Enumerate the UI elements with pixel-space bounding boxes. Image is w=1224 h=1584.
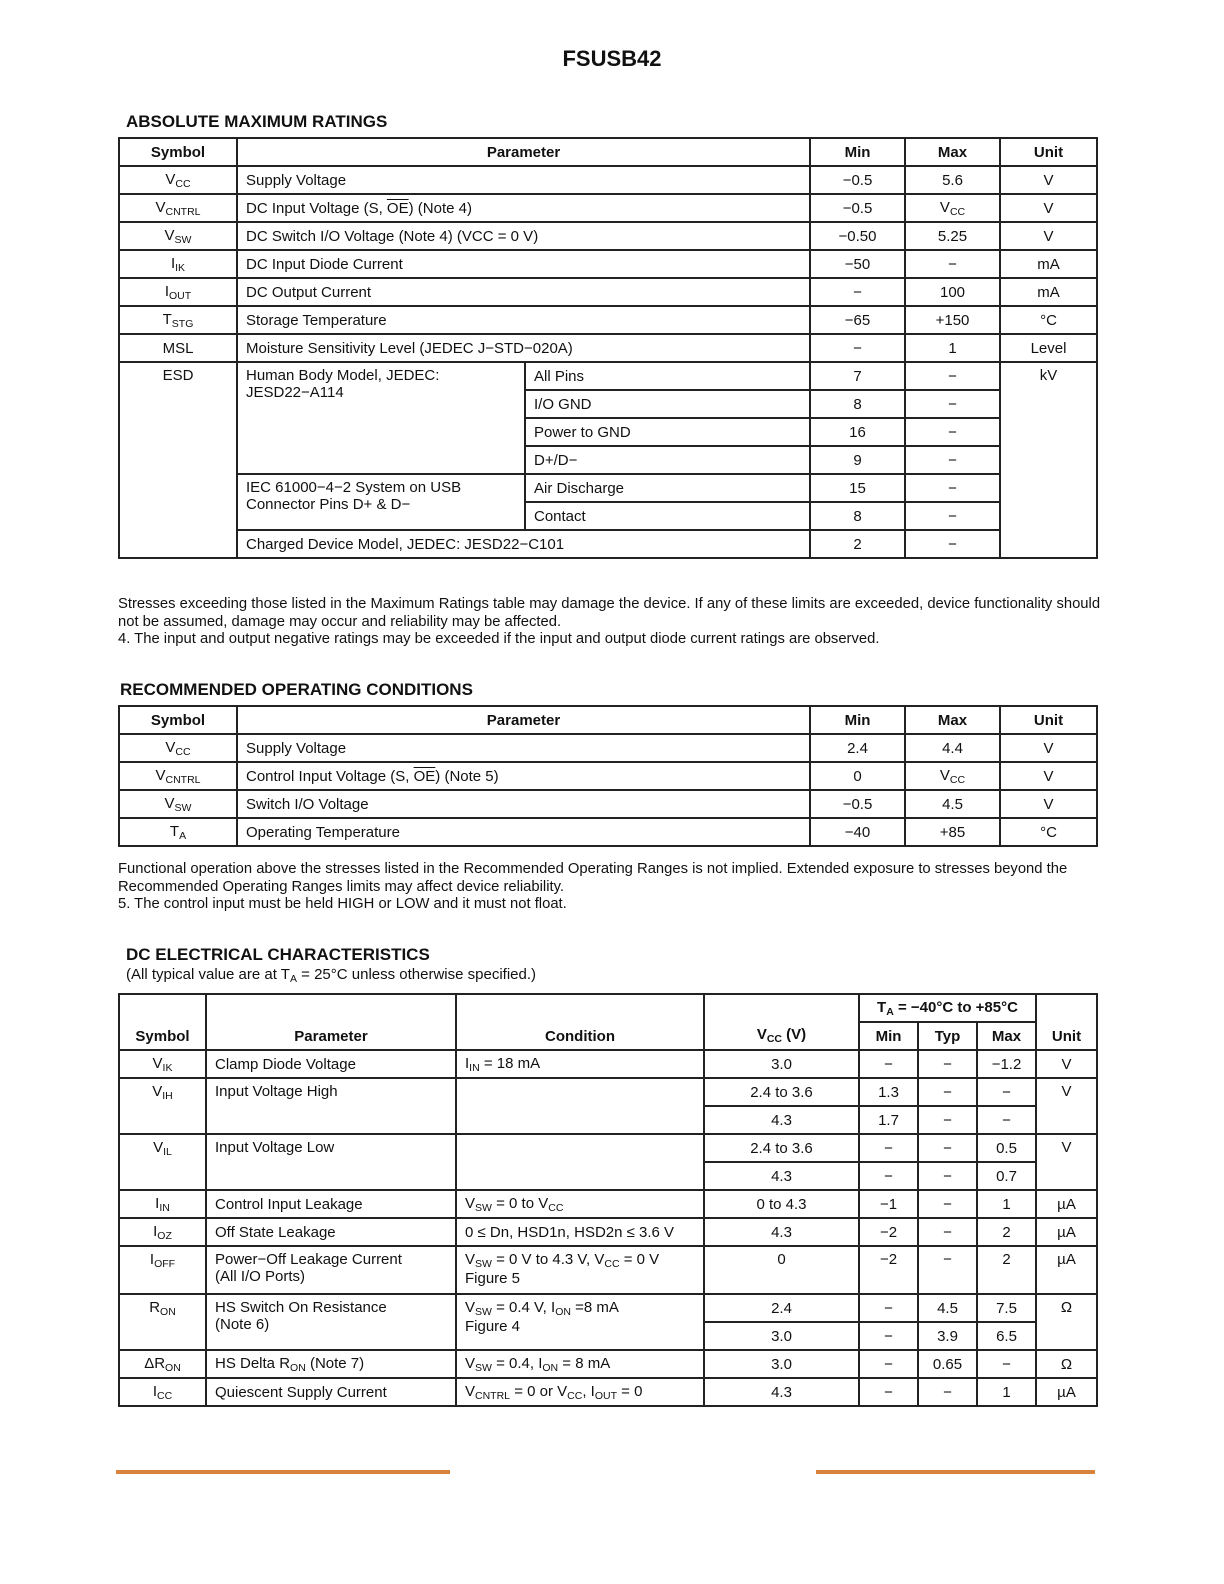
condition-cell: $V_{CNTRL} = 0$ or $V_{CC}$, $I_{OUT} = 0$ bbox=[456, 1378, 704, 1406]
max-cell: 1 bbox=[977, 1190, 1036, 1218]
max-cell: − bbox=[905, 530, 1000, 558]
min-cell: −0.50 bbox=[810, 222, 905, 250]
typ-cell: − bbox=[918, 1134, 977, 1162]
roc-hdr-symbol: Symbol bbox=[119, 706, 237, 734]
max-cell: − bbox=[905, 446, 1000, 474]
parameter-cell: DC Input Voltage (S, $\overline{OE}$) (Note 4) bbox=[237, 194, 810, 222]
amr-hdr-parameter: Parameter bbox=[237, 138, 810, 166]
unit-cell: mA bbox=[1000, 250, 1097, 278]
vcc-cell: 3.0 bbox=[704, 1322, 859, 1350]
unit-cell: µA bbox=[1036, 1190, 1097, 1218]
amr-notes bbox=[118, 596, 1108, 649]
symbol-cell: $I_{CC}$ bbox=[119, 1378, 206, 1406]
dc-hdr-temp-range: $T_A = -40^\circ C$ to +85°C bbox=[859, 994, 1036, 1022]
table-row bbox=[119, 530, 1097, 558]
unit-cell: V bbox=[1000, 734, 1097, 762]
symbol-cell: MSL bbox=[119, 334, 237, 362]
max-cell: 5.6 bbox=[905, 166, 1000, 194]
roc-hdr-max: Max bbox=[905, 706, 1000, 734]
condition-cell: I/O GND bbox=[525, 390, 810, 418]
roc-heading: RECOMMENDED OPERATING CONDITIONS bbox=[120, 680, 473, 699]
condition-cell bbox=[456, 1134, 704, 1190]
parameter-cell: Power−Off Leakage Current (All I/O Ports) bbox=[206, 1246, 456, 1294]
min-cell: 7 bbox=[810, 362, 905, 390]
vcc-cell: 4.3 bbox=[704, 1162, 859, 1190]
unit-cell: Level bbox=[1000, 334, 1097, 362]
max-cell: 6.5 bbox=[977, 1322, 1036, 1350]
vcc-cell: 2.4 to 3.6 bbox=[704, 1078, 859, 1106]
unit-cell: Ω bbox=[1036, 1294, 1097, 1350]
min-cell: −50 bbox=[810, 250, 905, 278]
dc-hdr-symbol: Symbol bbox=[119, 994, 206, 1050]
max-cell: − bbox=[977, 1078, 1036, 1106]
table-row bbox=[119, 334, 1097, 362]
typ-cell: − bbox=[918, 1050, 977, 1078]
condition-cell: Air Discharge bbox=[525, 474, 810, 502]
max-cell: +85 bbox=[905, 818, 1000, 846]
max-cell: − bbox=[905, 250, 1000, 278]
vcc-cell: 2.4 to 3.6 bbox=[704, 1134, 859, 1162]
min-cell: −1 bbox=[859, 1190, 918, 1218]
roc-header-row bbox=[119, 706, 1097, 734]
page-title: FSUSB42 bbox=[562, 46, 662, 71]
parameter-cell: HS Delta $R_{ON}$ (Note 7) bbox=[206, 1350, 456, 1378]
amr-hdr-min: Min bbox=[810, 138, 905, 166]
unit-cell: °C bbox=[1000, 306, 1097, 334]
dc-hdr-parameter: Parameter bbox=[206, 994, 456, 1050]
parameter-cell: DC Output Current bbox=[237, 278, 810, 306]
roc-hdr-min: Min bbox=[810, 706, 905, 734]
max-cell: − bbox=[977, 1350, 1036, 1378]
table-row bbox=[119, 818, 1097, 846]
parameter-cell: Input Voltage Low bbox=[206, 1134, 456, 1190]
unit-cell: V bbox=[1000, 222, 1097, 250]
condition-cell: Power to GND bbox=[525, 418, 810, 446]
min-cell: − bbox=[810, 278, 905, 306]
typ-cell: − bbox=[918, 1218, 977, 1246]
table-row bbox=[119, 362, 1097, 390]
dc-heading: DC ELECTRICAL CHARACTERISTICS bbox=[126, 945, 430, 964]
amr-hdr-symbol: Symbol bbox=[119, 138, 237, 166]
amr-table bbox=[118, 137, 1098, 559]
condition-cell: $V_{SW} = 0$ to $V_{CC}$ bbox=[456, 1190, 704, 1218]
max-cell: 0.7 bbox=[977, 1162, 1036, 1190]
symbol-cell: $I_{IN}$ bbox=[119, 1190, 206, 1218]
max-cell: − bbox=[905, 362, 1000, 390]
esd-iec-label: IEC 61000−4−2 System on USB Connector Pins D+ & D− bbox=[237, 474, 525, 530]
min-cell: 1.7 bbox=[859, 1106, 918, 1134]
symbol-cell: $V_{CNTRL}$ bbox=[119, 762, 237, 790]
max-cell: $V_{CC}$ bbox=[905, 762, 1000, 790]
vcc-cell: 3.0 bbox=[704, 1350, 859, 1378]
min-cell: 1.3 bbox=[859, 1078, 918, 1106]
symbol-cell: $I_{OFF}$ bbox=[119, 1246, 206, 1294]
typ-cell: 3.9 bbox=[918, 1322, 977, 1350]
vcc-cell: 3.0 bbox=[704, 1050, 859, 1078]
min-cell: 16 bbox=[810, 418, 905, 446]
table-row bbox=[119, 1246, 1097, 1294]
table-row bbox=[119, 1350, 1097, 1378]
table-row bbox=[119, 166, 1097, 194]
roc-func-note: Functional operation above the stresses listed in the Recommended Operating Ranges is not implied. Extended exposure to stresses beyond the Recommended Operating Ranges limits may affect device reliability. bbox=[118, 861, 1068, 895]
symbol-cell: $T_A$ bbox=[119, 818, 237, 846]
max-cell: − bbox=[905, 474, 1000, 502]
amr-stress-note: Stresses exceeding those listed in the Maximum Ratings table may damage the device. If any of these limits are exceeded, device functionality should not be assumed, damage may occur and reliability may be affected. bbox=[118, 596, 1101, 630]
amr-note-4: 4. The input and output negative ratings may be exceeded if the input and output diode current ratings are observed. bbox=[118, 631, 880, 647]
symbol-cell: $V_{SW}$ bbox=[119, 222, 237, 250]
table-row bbox=[119, 1050, 1097, 1078]
max-cell: 2 bbox=[977, 1246, 1036, 1294]
table-row bbox=[119, 734, 1097, 762]
min-cell: −40 bbox=[810, 818, 905, 846]
table-row bbox=[119, 1218, 1097, 1246]
parameter-cell: Control Input Voltage (S, $\overline{OE}$) (Note 5) bbox=[237, 762, 810, 790]
table-row bbox=[119, 194, 1097, 222]
typ-cell: − bbox=[918, 1190, 977, 1218]
table-row bbox=[119, 762, 1097, 790]
condition-cell: 0 ≤ Dn, HSD1n, HSD2n ≤ 3.6 V bbox=[456, 1218, 704, 1246]
typ-cell: − bbox=[918, 1078, 977, 1106]
parameter-cell: Moisture Sensitivity Level (JEDEC J−STD−020A) bbox=[237, 334, 810, 362]
max-cell: 5.25 bbox=[905, 222, 1000, 250]
condition-cell: D+/D− bbox=[525, 446, 810, 474]
min-cell: 2 bbox=[810, 530, 905, 558]
table-row bbox=[119, 1294, 1097, 1322]
parameter-cell: Input Voltage High bbox=[206, 1078, 456, 1134]
parameter-cell: Clamp Diode Voltage bbox=[206, 1050, 456, 1078]
condition-cell bbox=[456, 1078, 704, 1134]
unit-cell: V bbox=[1000, 762, 1097, 790]
min-cell: −0.5 bbox=[810, 790, 905, 818]
table-row bbox=[119, 474, 1097, 502]
roc-hdr-parameter: Parameter bbox=[237, 706, 810, 734]
parameter-cell: DC Switch I/O Voltage (Note 4) (VCC = 0 V) bbox=[237, 222, 810, 250]
unit-cell: V bbox=[1000, 790, 1097, 818]
min-cell: − bbox=[810, 334, 905, 362]
symbol-cell: $R_{ON}$ bbox=[119, 1294, 206, 1350]
vcc-cell: 0 to 4.3 bbox=[704, 1190, 859, 1218]
max-cell: +150 bbox=[905, 306, 1000, 334]
unit-cell: V bbox=[1036, 1134, 1097, 1190]
min-cell: 8 bbox=[810, 390, 905, 418]
symbol-cell: $V_{CNTRL}$ bbox=[119, 194, 237, 222]
vcc-cell: 4.3 bbox=[704, 1218, 859, 1246]
dc-header-row-1 bbox=[119, 994, 1097, 1022]
amr-hdr-max: Max bbox=[905, 138, 1000, 166]
min-cell: −65 bbox=[810, 306, 905, 334]
symbol-cell: $V_{CC}$ bbox=[119, 734, 237, 762]
footer-rule-left bbox=[116, 1470, 450, 1474]
unit-cell: kV bbox=[1000, 362, 1097, 558]
condition-cell: $V_{SW} = 0$ V to 4.3 V, $V_{CC} = 0$ V Figure 5 bbox=[456, 1246, 704, 1294]
min-cell: − bbox=[859, 1322, 918, 1350]
max-cell: 4.5 bbox=[905, 790, 1000, 818]
table-row bbox=[119, 1078, 1097, 1106]
dc-hdr-vcc: $V_{CC}$ (V) bbox=[704, 994, 859, 1050]
esd-hbm-label: Human Body Model, JEDEC: JESD22−A114 bbox=[237, 362, 525, 474]
roc-note-5: 5. The control input must be held HIGH or LOW and it must not float. bbox=[118, 896, 567, 912]
dc-hdr-condition: Condition bbox=[456, 994, 704, 1050]
condition-cell: $V_{SW} = 0.4$ V, $I_{ON} =8$ mA Figure 4 bbox=[456, 1294, 704, 1350]
symbol-cell: $V_{IH}$ bbox=[119, 1078, 206, 1134]
table-row bbox=[119, 1190, 1097, 1218]
max-cell: 100 bbox=[905, 278, 1000, 306]
unit-cell: µA bbox=[1036, 1378, 1097, 1406]
symbol-cell: ESD bbox=[119, 362, 237, 558]
symbol-cell: $V_{SW}$ bbox=[119, 790, 237, 818]
max-cell: − bbox=[977, 1106, 1036, 1134]
min-cell: 0 bbox=[810, 762, 905, 790]
max-cell: 1 bbox=[977, 1378, 1036, 1406]
parameter-cell: Supply Voltage bbox=[237, 166, 810, 194]
vcc-cell: 4.3 bbox=[704, 1378, 859, 1406]
min-cell: − bbox=[859, 1162, 918, 1190]
parameter-cell: DC Input Diode Current bbox=[237, 250, 810, 278]
dc-hdr-max: Max bbox=[977, 1022, 1036, 1050]
symbol-cell: $I_{IK}$ bbox=[119, 250, 237, 278]
max-cell: −1.2 bbox=[977, 1050, 1036, 1078]
min-cell: −2 bbox=[859, 1218, 918, 1246]
min-cell: 15 bbox=[810, 474, 905, 502]
vcc-cell: 0 bbox=[704, 1246, 859, 1294]
symbol-cell: $V_{IL}$ bbox=[119, 1134, 206, 1190]
dc-hdr-typ: Typ bbox=[918, 1022, 977, 1050]
esd-cdm-label: Charged Device Model, JEDEC: JESD22−C101 bbox=[237, 530, 810, 558]
table-row bbox=[119, 306, 1097, 334]
amr-heading: ABSOLUTE MAXIMUM RATINGS bbox=[126, 112, 388, 131]
parameter-cell: Off State Leakage bbox=[206, 1218, 456, 1246]
symbol-cell: $I_{OUT}$ bbox=[119, 278, 237, 306]
vcc-cell: 4.3 bbox=[704, 1106, 859, 1134]
min-cell: − bbox=[859, 1050, 918, 1078]
table-row bbox=[119, 222, 1097, 250]
typ-cell: 4.5 bbox=[918, 1294, 977, 1322]
unit-cell: V bbox=[1036, 1050, 1097, 1078]
typ-cell: 0.65 bbox=[918, 1350, 977, 1378]
parameter-cell: Operating Temperature bbox=[237, 818, 810, 846]
typ-cell: − bbox=[918, 1162, 977, 1190]
min-cell: − bbox=[859, 1294, 918, 1322]
symbol-cell: $V_{IK}$ bbox=[119, 1050, 206, 1078]
typ-cell: − bbox=[918, 1378, 977, 1406]
max-cell: 1 bbox=[905, 334, 1000, 362]
parameter-cell: Control Input Leakage bbox=[206, 1190, 456, 1218]
max-cell: 0.5 bbox=[977, 1134, 1036, 1162]
parameter-cell: HS Switch On Resistance (Note 6) bbox=[206, 1294, 456, 1350]
max-cell: $V_{CC}$ bbox=[905, 194, 1000, 222]
roc-notes bbox=[118, 861, 1108, 914]
max-cell: 2 bbox=[977, 1218, 1036, 1246]
min-cell: −0.5 bbox=[810, 194, 905, 222]
parameter-cell: Storage Temperature bbox=[237, 306, 810, 334]
min-cell: − bbox=[859, 1378, 918, 1406]
unit-cell: mA bbox=[1000, 278, 1097, 306]
unit-cell: Ω bbox=[1036, 1350, 1097, 1378]
typ-cell: − bbox=[918, 1106, 977, 1134]
min-cell: − bbox=[859, 1134, 918, 1162]
table-row bbox=[119, 1134, 1097, 1162]
condition-cell: $V_{SW} = 0.4$, $I_{ON} = 8$ mA bbox=[456, 1350, 704, 1378]
symbol-cell: $T_{STG}$ bbox=[119, 306, 237, 334]
condition-cell: $I_{IN} = 18$ mA bbox=[456, 1050, 704, 1078]
max-cell: − bbox=[905, 390, 1000, 418]
roc-hdr-unit: Unit bbox=[1000, 706, 1097, 734]
max-cell: 4.4 bbox=[905, 734, 1000, 762]
condition-cell: Contact bbox=[525, 502, 810, 530]
parameter-cell: Quiescent Supply Current bbox=[206, 1378, 456, 1406]
table-row bbox=[119, 278, 1097, 306]
parameter-cell: Switch I/O Voltage bbox=[237, 790, 810, 818]
dc-table bbox=[118, 993, 1098, 1407]
max-cell: − bbox=[905, 502, 1000, 530]
table-row bbox=[119, 250, 1097, 278]
min-cell: 2.4 bbox=[810, 734, 905, 762]
dc-hdr-unit: Unit bbox=[1036, 994, 1097, 1050]
max-cell: 7.5 bbox=[977, 1294, 1036, 1322]
roc-table bbox=[118, 705, 1098, 847]
min-cell: − bbox=[859, 1350, 918, 1378]
unit-cell: µA bbox=[1036, 1246, 1097, 1294]
parameter-cell: Supply Voltage bbox=[237, 734, 810, 762]
symbol-cell: $\Delta R_{ON}$ bbox=[119, 1350, 206, 1378]
dc-subnote: (All typical value are at $T_A = 25^\circ C$ unless otherwise specified.) bbox=[126, 966, 537, 985]
table-row bbox=[119, 790, 1097, 818]
typ-cell: − bbox=[918, 1246, 977, 1294]
min-cell: 8 bbox=[810, 502, 905, 530]
vcc-cell: 2.4 bbox=[704, 1294, 859, 1322]
dc-hdr-min: Min bbox=[859, 1022, 918, 1050]
min-cell: 9 bbox=[810, 446, 905, 474]
unit-cell: V bbox=[1000, 194, 1097, 222]
footer-rule-right bbox=[816, 1470, 1095, 1474]
unit-cell: µA bbox=[1036, 1218, 1097, 1246]
symbol-cell: $I_{OZ}$ bbox=[119, 1218, 206, 1246]
unit-cell: °C bbox=[1000, 818, 1097, 846]
min-cell: −2 bbox=[859, 1246, 918, 1294]
symbol-cell: $V_{CC}$ bbox=[119, 166, 237, 194]
unit-cell: V bbox=[1000, 166, 1097, 194]
min-cell: −0.5 bbox=[810, 166, 905, 194]
amr-header-row bbox=[119, 138, 1097, 166]
max-cell: − bbox=[905, 418, 1000, 446]
amr-hdr-unit: Unit bbox=[1000, 138, 1097, 166]
unit-cell: V bbox=[1036, 1078, 1097, 1134]
table-row bbox=[119, 1378, 1097, 1406]
condition-cell: All Pins bbox=[525, 362, 810, 390]
